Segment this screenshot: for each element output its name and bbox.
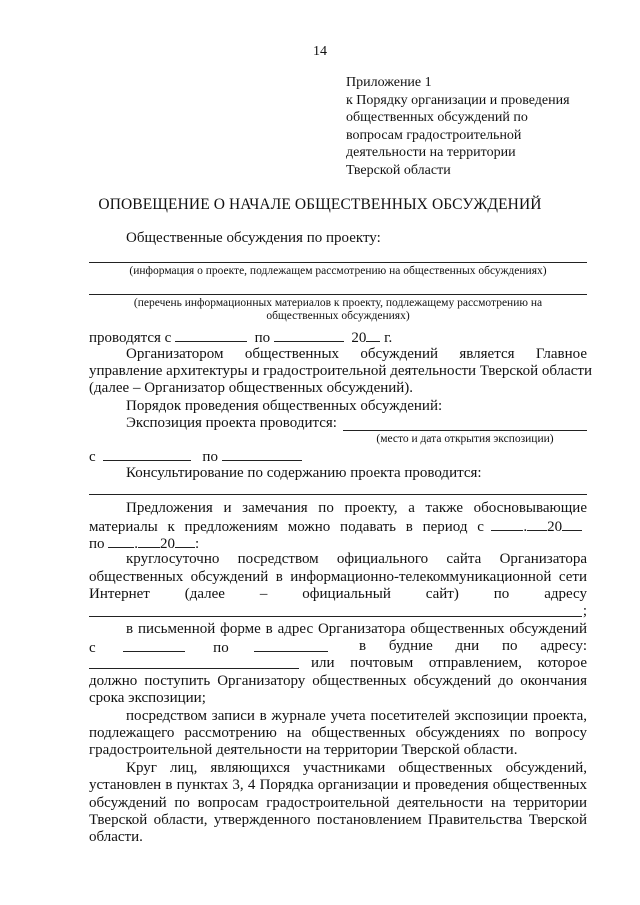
journal-line-3: градостроительной деятельности на территории Тверской области. [89,742,518,758]
journal-line-2: подлежащего рассмотрению на общественных обсуждениях по вопросу [89,725,587,741]
intro-text: Общественные обсуждения по проекту: [126,230,381,246]
exposition-dates-line [89,446,302,466]
proposals-from-year: 20 [547,519,563,535]
journal-line-1: посредством записи в журнале учета посетителей экспозиции проекта, [126,708,587,724]
online-line-1: круглосуточно посредством официального сайта Организатора [126,551,587,567]
held-from-blank [175,327,247,342]
caption-materials-2: общественных обсуждениях) [266,310,410,322]
exp-from-label: с [89,449,96,465]
held-year-blank [366,327,380,342]
held-to-label: по [254,330,271,346]
online-line-2: общественных обсуждений в информационно-телекоммуникационной сети [89,569,587,585]
circle-line-2: установлен в пунктах 3, 4 Порядка организации и проведения общественных [89,777,587,793]
organizer-line-2: управление архитектуры и градостроительной деятельности Тверской области [89,363,592,379]
held-to-blank [274,327,344,342]
appendix-line: вопросам градостроительной [346,127,522,143]
proposals-colon: : [195,536,200,552]
appendix-line: общественных обсуждений по [346,110,528,125]
written-line-3: или почтовым отправлением, которое [311,655,587,671]
appendix-line: Тверской области [346,162,451,178]
held-year-suffix: г. [384,330,393,346]
online-line-3: Интернет (далее – официальный сайт) по адресу [89,586,587,602]
proposals-to-label: по [89,536,105,552]
written-from-blank [123,637,185,652]
caption-place: (место и дата открытия экспозиции) [376,433,554,445]
exp-to-label: по [202,449,218,465]
proposals-to-day-blank [108,533,134,548]
written-to-blank [254,637,328,652]
appendix-line: Приложение 1 [346,75,432,90]
held-year-label: 20 [351,330,367,346]
materials-blank [89,294,587,295]
held-from-label: проводятся с [89,330,172,346]
exposition-place-blank [343,430,587,431]
written-line-5: срока экспозиции; [89,690,206,706]
proposals-period-text: материалы к предложениям можно подавать в период с [89,519,484,535]
consult-text: Консультирование по содержанию проекта проводится: [126,465,482,481]
consult-blank [89,494,587,495]
proposals-line-3: по . 20 : [89,533,199,553]
online-line-end: ; [582,603,587,619]
appendix-line: деятельности на территории [346,145,516,160]
project-info-blank [89,262,587,263]
held-dates-line [89,327,392,347]
proposals-from-month-blank [527,516,547,531]
proposals-line-2: материалы к предложениям можно подавать в период с . 20 [89,516,582,536]
exp-from-blank [103,446,191,461]
appendix-header [346,74,616,179]
written-address-blank [89,668,299,669]
caption-project: (информация о проекте, подлежащем рассмотрению на общественных обсуждениях) [129,265,547,277]
proposals-line-1: Предложения и замечания по проекту, а также обосновывающие [126,500,587,516]
organizer-line-1: Организатором общественных обсуждений является Главное [126,346,587,362]
circle-line-4: Тверской области, утвержденного постановлением Правительства Тверской [89,812,587,828]
page-number: 14 [313,44,327,59]
exp-to-blank [222,446,302,461]
written-from-label: с [89,640,96,656]
proposals-to-month-blank [138,533,160,548]
proposals-to-year-blank [175,533,195,548]
appendix-line: к Порядку организации и проведения [346,92,570,108]
circle-line-1: Круг лиц, являющихся участниками общественных обсуждений, [126,760,587,776]
written-line-1: в письменной форме в адрес Организатора общественных обсуждений [126,621,587,637]
document-title: ОПОВЕЩЕНИЕ О НАЧАЛЕ ОБЩЕСТВЕННЫХ ОБСУЖДЕНИЙ [98,196,542,213]
online-address-blank [89,616,582,617]
circle-line-5: области. [89,829,143,845]
procedure-text: Порядок проведения общественных обсуждений: [126,398,443,414]
caption-materials-1: (перечень информационных материалов к проекту, подлежащему рассмотрению на [133,297,543,309]
written-line-4: должно поступить Организатору общественных обсуждений до окончания [89,673,587,689]
organizer-line-3: (далее – Организатор общественных обсуждений). [89,380,414,396]
written-to-label: по [213,640,229,656]
proposals-to-year: 20 [160,536,176,552]
proposals-from-year-blank [562,516,582,531]
circle-line-3: обсуждений по вопросам градостроительной деятельности на территории [89,795,587,811]
written-weekdays-text: в будние дни по адресу: [358,638,587,654]
exposition-text: Экспозиция проекта проводится: [126,415,337,431]
proposals-from-day-blank [491,516,523,531]
